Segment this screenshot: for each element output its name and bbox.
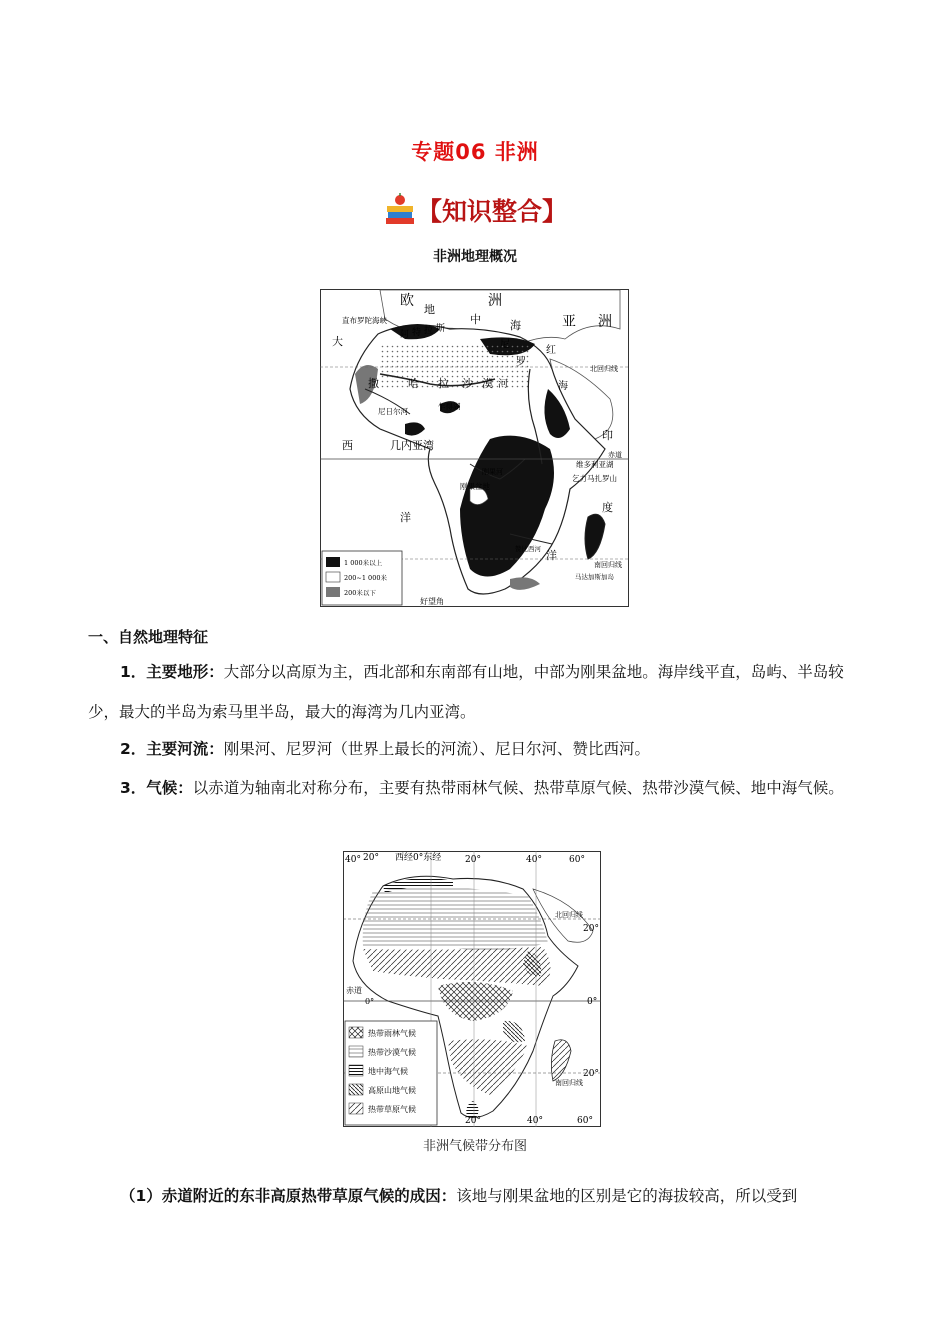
tropic-n-label: 北回归线 [555,911,583,919]
climate-label: 3．气候： [120,779,193,797]
label-atlantic-3: 洋 [400,511,411,524]
label-madagascar: 马达加斯加岛 [575,573,614,581]
label-med-3: 海 [510,319,521,332]
label-equator: 赤道 [608,451,622,459]
legend2-item-5: 热带草原气候 [368,1105,416,1114]
bottom-label-2: 40° [527,1116,543,1126]
label-sahara-1: 撒 [368,377,379,390]
label-tropic-n: 北回归线 [590,365,618,373]
label-med-1: 地 [424,303,435,316]
right-label-3: 20° [583,1069,599,1079]
label-indian-2: 度 [602,501,613,514]
terrain-label: 1．主要地形： [120,663,224,681]
label-sahara-4: 沙 [462,377,473,390]
legend1-item-1: 1 000米以上 [344,559,383,567]
label-atlas-2: 特 [412,328,422,338]
section-heading: 一、自然地理特征 [88,628,209,646]
banner-text: 【知识整合】 [417,197,568,226]
label-congo-river: 刚果河 [482,468,503,476]
label-indian-3: 洋 [546,549,557,562]
bottom-label-1: 20° [465,1116,481,1126]
top-label-3: 西经0°东经 [395,853,442,863]
label-niger: 尼日尔河 [378,407,408,416]
east-africa-label: （1）赤道附近的东非高原热带草原气候的成因： [120,1187,457,1205]
right-label-1: 20° [583,924,599,934]
legend1-item-3: 200米以下 [344,589,376,597]
label-indian-1: 印 [602,429,613,442]
legend2-item-3: 地中海气候 [368,1067,408,1076]
climate-text: 以赤道为轴南北对称分布，主要有热带雨林气候、热带草原气候、热带沙漠气候、地中海气候。 [192,779,844,797]
label-sahara-5: 漠 [482,377,493,390]
label-nile-2: 罗 [516,357,526,368]
rivers-label: 2．主要河流： [120,740,224,758]
legend1-item-2: 200~1 000米 [344,574,387,582]
top-label-4: 20° [465,855,481,865]
east-africa-text: 该地与刚果盆地的区别是它的海拔较高，所以受到 [456,1187,798,1205]
label-asia: 亚 [562,314,576,330]
paragraph-east-africa [88,1176,868,1216]
label-victoria: 维多利亚湖 [576,460,614,469]
paragraph-terrain [88,652,868,732]
label-atlantic-1: 大 [332,335,343,348]
legend2-item-4: 高原山地气候 [368,1086,416,1095]
label-nile-1: 尼 [500,339,510,350]
equator-label: 赤道 [346,986,362,995]
label-med-2: 中 [470,313,481,326]
top-label-1: 40° [345,855,361,865]
right-label-2: 0° [587,997,598,1007]
figure2-caption: 非洲气候带分布图 [422,1139,527,1154]
label-sahara-2: 哈 [408,377,419,390]
label-atlas-1: 阿 [400,330,410,340]
africa-climate-map [343,851,601,1127]
label-europe: 欧 [400,293,414,309]
label-asia2: 洲 [598,314,612,330]
label-congo-basin: 刚果盆地 [460,482,490,491]
figure1-title: 非洲地理概况 [433,249,517,265]
label-redsea-2: 海 [558,381,568,392]
label-gibraltar: 直布罗陀海峡 [342,316,387,325]
label-sahara-3: 拉 [438,377,449,390]
rivers-text: 刚果河、尼罗河（世界上最长的河流）、尼日尔河、赞比西河。 [223,740,651,758]
top-label-5: 40° [526,855,542,865]
tropic-s-label: 南回归线 [555,1079,583,1087]
label-kilimanjaro: 乞力马扎罗山 [572,474,617,483]
bottom-label-3: 60° [577,1116,593,1126]
label-guinea: 几内亚湾 [390,439,434,452]
books-icon [383,192,419,228]
label-atlantic-2: 西 [342,439,353,452]
top-label-2: 20° [363,853,379,863]
paragraph-climate [88,768,868,808]
top-label-6: 60° [569,855,585,865]
label-europe2: 洲 [488,293,502,309]
legend2-item-1: 热带雨林气候 [368,1029,416,1038]
africa-physical-map [320,289,629,607]
page-title: 专题06 非洲 [411,140,539,164]
label-atlas-4: 斯 [436,324,446,334]
section-banner [383,190,583,230]
label-chad: 乍得湖 [438,402,461,411]
map1-legend [322,551,402,605]
equator-degree: 0° [365,997,375,1006]
label-redsea-1: 红 [546,345,556,356]
label-zambezi: 赞比西河 [515,545,541,553]
label-nile-3: 河 [498,379,508,390]
label-atlas-3: 拉 [424,326,434,336]
label-tropic-s: 南回归线 [594,561,622,569]
label-cape: 好望角 [420,597,444,606]
terrain-text: 大部分以高原为主，西北部和东南部有山地，中部为刚果盆地。海岸线平直，岛屿、半岛较少，最大的半岛为索马里半岛，最大的海湾为几内亚湾。 [88,663,844,721]
legend2-item-2: 热带沙漠气候 [368,1048,416,1057]
map2-legend [345,1021,437,1125]
paragraph-rivers [88,729,868,769]
